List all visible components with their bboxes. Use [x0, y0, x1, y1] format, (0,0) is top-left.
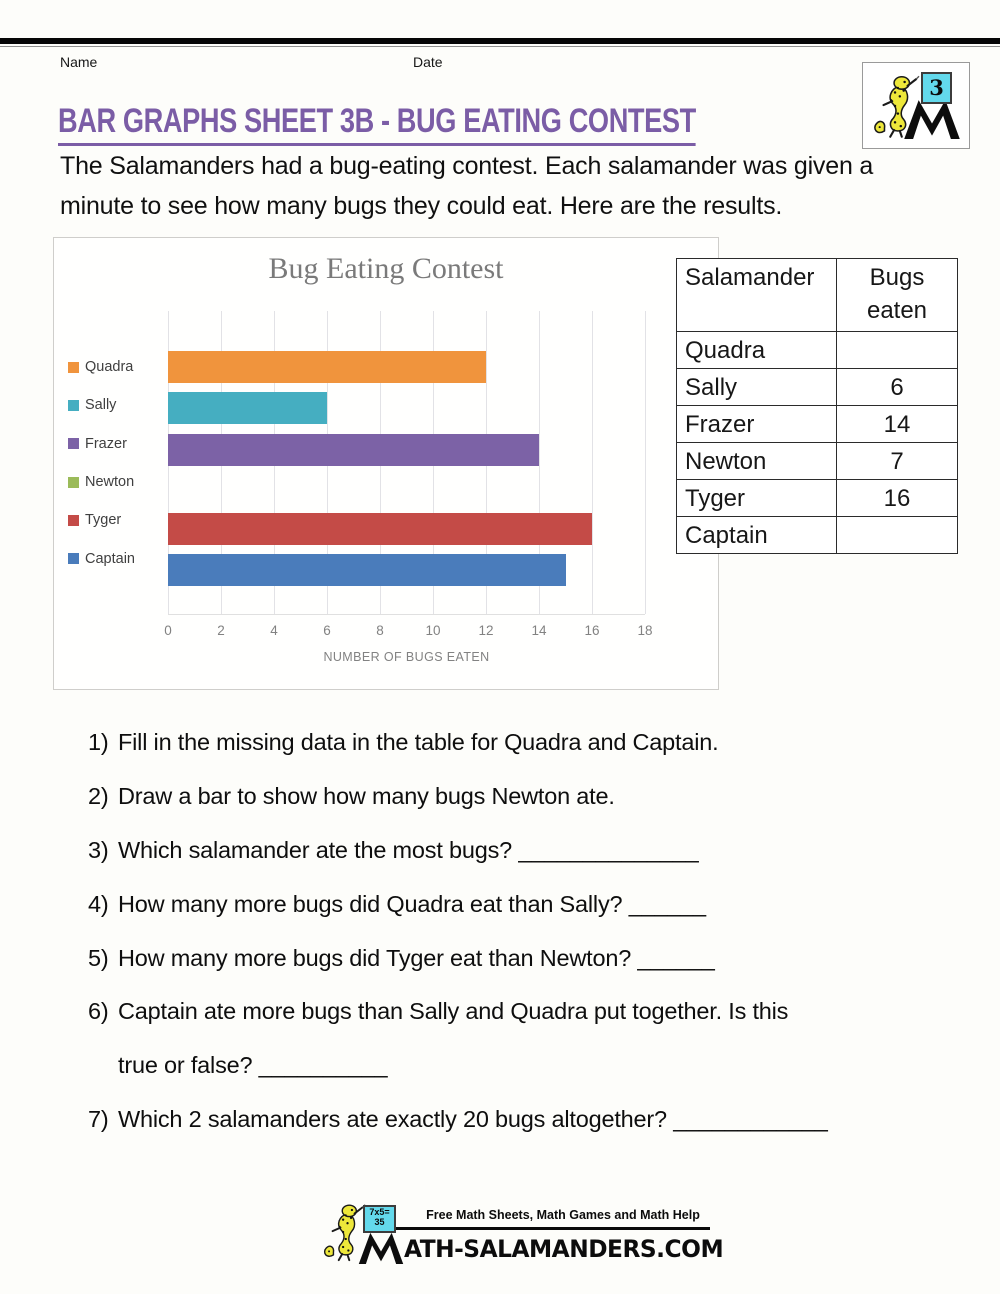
bar-captain — [168, 554, 566, 586]
chart-legend — [68, 348, 168, 578]
gridline — [645, 311, 646, 614]
legend-item-captain — [68, 539, 168, 577]
table-cell-value: 6 — [837, 369, 958, 406]
salamander-mascot-icon — [872, 74, 920, 138]
question-text: Fill in the missing data in the table for Quadra and Captain. — [118, 729, 719, 756]
x-tick-label: 10 — [425, 623, 441, 638]
question-text: How many more bugs did Tyger eat than Newton? ______ — [118, 944, 715, 971]
footer-divider — [396, 1227, 710, 1230]
table-cell-name: Tyger — [677, 480, 837, 517]
x-tick-label: 16 — [584, 623, 600, 638]
grade-badge-logo — [862, 62, 970, 149]
legend-marker-icon — [68, 553, 79, 564]
question-text: Which salamander ate the most bugs? ______________ — [118, 836, 699, 863]
footer-logo — [322, 1196, 722, 1274]
bar-quadra — [168, 351, 486, 383]
table-header-row — [677, 259, 958, 332]
chart-title: Bug Eating Contest — [268, 252, 504, 285]
table-row — [677, 480, 958, 517]
bar-chart — [53, 237, 719, 690]
legend-item-newton — [68, 463, 168, 501]
question-number: 6) — [88, 998, 109, 1025]
x-tick-label: 0 — [164, 623, 172, 638]
math-board-line-1: 7x5= — [369, 1207, 390, 1217]
x-tick-label: 8 — [376, 623, 384, 638]
question-text: true or false? __________ — [118, 1052, 388, 1079]
results-table — [676, 258, 958, 554]
bar-row-frazer — [168, 434, 645, 472]
bar-tyger — [168, 513, 592, 545]
footer-wordmark: ATH-SALAMANDERS.COM — [404, 1235, 724, 1263]
legend-marker-icon — [68, 438, 79, 449]
math-board — [363, 1205, 396, 1233]
legend-item-sally — [68, 386, 168, 424]
table-row — [677, 332, 958, 369]
bar-sally — [168, 392, 327, 424]
legend-marker-icon — [68, 400, 79, 411]
top-divider — [0, 38, 1000, 44]
question-text: Captain ate more bugs than Sally and Quadra put together. Is this — [118, 998, 789, 1025]
date-label: Date — [413, 54, 443, 70]
bar-row-captain — [168, 554, 645, 592]
math-board-line-2: 35 — [374, 1217, 385, 1228]
question-line — [88, 985, 978, 1039]
x-tick-label: 4 — [270, 623, 278, 638]
legend-label: Tyger — [85, 512, 122, 529]
question-number: 3) — [88, 836, 109, 863]
legend-label: Sally — [85, 397, 117, 414]
table-header-bugs-eaten: Bugs eaten — [837, 259, 958, 332]
x-tick-label: 2 — [217, 623, 225, 638]
bar-frazer — [168, 434, 539, 466]
table-row — [677, 443, 958, 480]
plot-area — [168, 311, 645, 615]
x-tick-label: 18 — [637, 623, 653, 638]
question-number: 5) — [88, 944, 109, 971]
table-cell-name: Newton — [677, 443, 837, 480]
name-label: Name — [60, 54, 98, 70]
bar-row-tyger — [168, 513, 645, 551]
x-tick-label: 14 — [531, 623, 547, 638]
question-number: 1) — [88, 729, 109, 756]
question-line — [88, 1093, 978, 1147]
table-cell-name: Sally — [677, 369, 837, 406]
question-line — [88, 824, 978, 878]
intro-line-2: minute to see how many bugs they could eat. Here are the results. — [60, 192, 783, 220]
legend-marker-icon — [68, 515, 79, 526]
salamanders-m-icon — [358, 1232, 404, 1264]
table-cell-value: 7 — [837, 443, 958, 480]
questions-list — [88, 716, 978, 1146]
table-cell-name: Frazer — [677, 406, 837, 443]
legend-label: Captain — [85, 550, 135, 567]
table-cell-value — [837, 332, 958, 369]
question-line — [88, 770, 978, 824]
legend-item-frazer — [68, 425, 168, 463]
legend-marker-icon — [68, 362, 79, 373]
bar-rows — [168, 348, 645, 593]
results-table-wrap — [676, 258, 958, 554]
x-tick-label: 6 — [323, 623, 331, 638]
table-cell-value: 16 — [837, 480, 958, 517]
question-number: 2) — [88, 783, 109, 810]
question-line — [88, 716, 978, 770]
top-divider-shadow — [0, 46, 1000, 47]
table-header-salamander: Salamander — [677, 259, 837, 332]
x-axis-ticks — [164, 623, 653, 639]
question-number: 4) — [88, 890, 109, 917]
legend-label: Frazer — [85, 435, 127, 452]
table-row — [677, 369, 958, 406]
question-text: Draw a bar to show how many bugs Newton ate. — [118, 783, 615, 810]
table-cell-value: 14 — [837, 406, 958, 443]
bar-row-newton — [168, 472, 645, 510]
question-line — [88, 931, 978, 985]
intro-text — [60, 146, 970, 226]
legend-marker-icon — [68, 477, 79, 488]
table-cell-value — [837, 517, 958, 554]
x-tick-label: 12 — [478, 623, 494, 638]
question-text: How many more bugs did Quadra eat than Sally? ______ — [118, 890, 706, 917]
question-line — [88, 877, 978, 931]
table-row — [677, 406, 958, 443]
question-number: 7) — [88, 1105, 109, 1132]
table-cell-name: Quadra — [677, 332, 837, 369]
question-line — [88, 1039, 978, 1093]
table-row — [677, 517, 958, 554]
legend-item-quadra — [68, 348, 168, 386]
page-title: BAR GRAPHS SHEET 3B - BUG EATING CONTEST — [58, 102, 696, 146]
table-cell-name: Captain — [677, 517, 837, 554]
legend-label: Quadra — [85, 359, 134, 376]
bar-row-sally — [168, 392, 645, 430]
grade-number-board: 3 — [921, 72, 952, 104]
footer-tagline: Free Math Sheets, Math Games and Math Help — [426, 1208, 700, 1222]
legend-label: Newton — [85, 474, 135, 491]
x-axis-title: NUMBER OF BUGS EATEN — [323, 650, 490, 664]
bar-row-quadra — [168, 351, 645, 389]
question-text: Which 2 salamanders ate exactly 20 bugs altogether? ____________ — [118, 1105, 828, 1132]
legend-item-tyger — [68, 501, 168, 539]
intro-line-1: The Salamanders had a bug-eating contest. Each salamander was given a — [60, 152, 874, 180]
